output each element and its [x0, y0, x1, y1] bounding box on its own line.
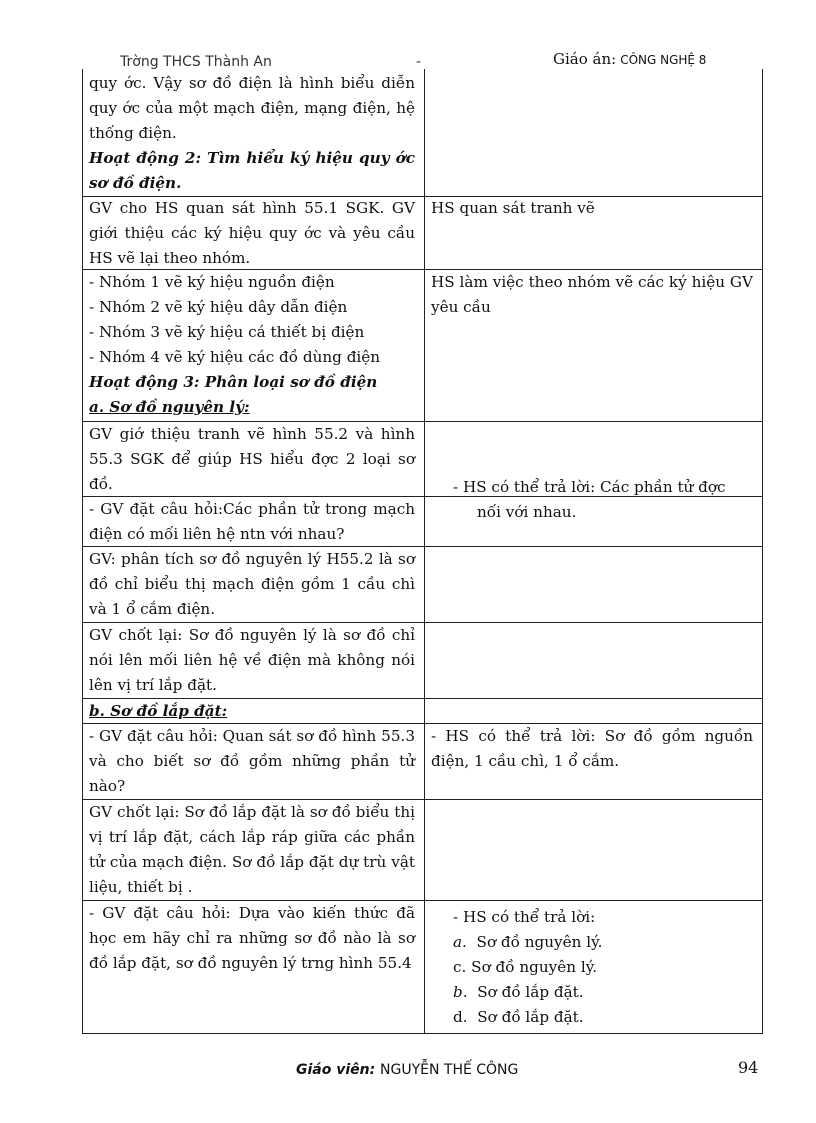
- group-list: [89, 270, 415, 420]
- school-name: Trờng THCS Thành An: [120, 54, 272, 70]
- item-mark: c.: [453, 958, 467, 976]
- teacher-name: NGUYỄN THẾ CÔNG: [380, 1062, 519, 1078]
- student-observe: HS quan sát tranh vẽ: [431, 199, 595, 217]
- header-dash: -: [416, 54, 422, 70]
- intro-paragraph: quy ớc. Vậy sơ đồ điện là hình biểu diễn quy ớc của một mạch điện, mạng điện, hệ thống điện.: [89, 74, 415, 142]
- page-number: 94: [738, 1058, 759, 1077]
- item-text: Sơ đồ nguyên lý.: [471, 958, 598, 976]
- student-answer-3: [453, 905, 753, 1030]
- item-text: Sơ đồ nguyên lý.: [476, 933, 603, 951]
- activity-2-intro: GV cho HS quan sát hình 55.1 SGK. GV giới thiệu các ký hiệu quy ớc và yêu cầu HS vẽ lại theo nhóm.: [89, 199, 415, 267]
- item-mark: b.: [453, 983, 468, 1001]
- section-b-label: b. Sơ đồ lắp đặt:: [89, 702, 228, 720]
- activity-2-heading: Hoạt động 2: Tìm hiểu ký hiệu quy ớc sơ đồ điện.: [89, 149, 415, 192]
- conclusion-2: GV chốt lại: Sơ đồ lắp đặt là sơ đồ biểu thị vị trí lắp đặt, cách lắp ráp giữa các phần tử của mạch điện. Sơ đồ lắp đặt dự trù vật liệu, thiết bị .: [89, 803, 415, 896]
- conclusion-1: GV chốt lại: Sơ đồ nguyên lý là sơ đồ chỉ nói lên mối liên hệ về điện mà không nói lên vị trí lắp đặt.: [89, 626, 415, 694]
- item-mark: d.: [453, 1008, 468, 1026]
- answer-intro: - HS có thể trả lời:: [453, 908, 596, 926]
- group-item: - Nhóm 4 vẽ ký hiệu các đồ dùng điện: [89, 348, 381, 366]
- item-text: Sơ đồ lắp đặt.: [477, 983, 584, 1001]
- student-answer-2: - HS có thể trả lời: Sơ đồ gồm nguồn điện, 1 cầu chì, 1 ổ cắm.: [431, 727, 753, 770]
- question-3: - GV đặt câu hỏi: Dựa vào kiến thức đã học em hãy chỉ ra những sơ đồ nào là sơ đồ lắp đặt, sơ đồ nguyên lý trng hình 55.4: [89, 904, 415, 972]
- answer-text: - HS có thể trả lời: Các phần tử đợc nối với nhau.: [453, 478, 726, 521]
- teacher-label: Giáo viên:: [296, 1062, 376, 1078]
- item-mark: a.: [453, 933, 467, 951]
- subject-header: [553, 50, 706, 68]
- group-item: - Nhóm 3 vẽ ký hiệu cá thiết bị điện: [89, 323, 365, 341]
- question-2: - GV đặt câu hỏi: Quan sát sơ đồ hình 55.3 và cho biết sơ đồ gồm những phần tử nào?: [89, 727, 415, 795]
- item-text: Sơ đồ lắp đặt.: [477, 1008, 584, 1026]
- lesson-table: [82, 69, 763, 1034]
- section-b-title: [89, 699, 415, 724]
- intro-text: [89, 71, 415, 196]
- answer-item: [453, 930, 753, 955]
- answer-item: [453, 980, 753, 1005]
- activity-3-heading: Hoạt động 3: Phân loại sơ đồ điện: [89, 373, 378, 391]
- section-a-title: a. Sơ đồ nguyên lý:: [89, 398, 250, 416]
- analysis-text: GV: phân tích sơ đồ nguyên lý H55.2 là sơ đồ chỉ biểu thị mạch điện gồm 1 cầu chì và 1 ổ cắm điện.: [89, 550, 415, 618]
- student-answer-1: [453, 475, 753, 525]
- student-group-work: HS làm việc theo nhóm vẽ các ký hiệu GV yêu cầu: [431, 273, 753, 316]
- footer-teacher: [296, 1060, 518, 1078]
- answer-item: [453, 1005, 753, 1030]
- answer-item: [453, 955, 753, 980]
- question-1: - GV đặt câu hỏi:Các phần tử trong mạch điện có mối liên hệ ntn với nhau?: [89, 500, 415, 543]
- subject-label: Giáo án:: [553, 50, 617, 68]
- diagram-intro: GV giớ thiệu tranh vẽ hình 55.2 và hình 55.3 SGK để giúp HS hiểu đợc 2 loại sơ đồ.: [89, 425, 415, 493]
- subject-name: CÔNG NGHỆ 8: [620, 53, 707, 67]
- group-item: - Nhóm 1 vẽ ký hiệu nguồn điện: [89, 273, 335, 291]
- group-item: - Nhóm 2 vẽ ký hiệu dây dẫn điện: [89, 298, 348, 316]
- column-divider: [424, 69, 425, 1033]
